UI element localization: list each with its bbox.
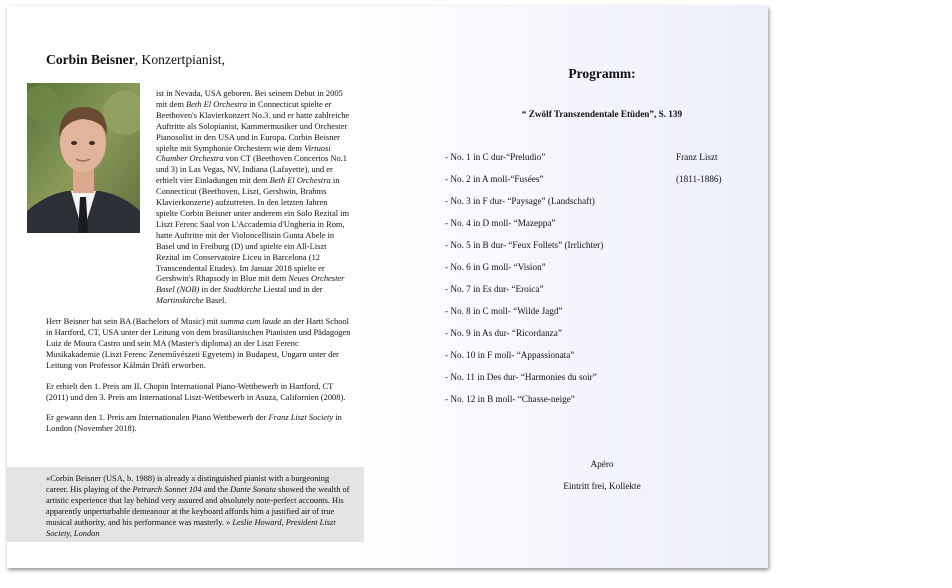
bio-text-segment: Er gewann den 1. Preis am Internationalen Piano Wettbewerb der [46,412,269,423]
bio-text-segment: Herr Beisner hat sein BA (Bachelors of Music) mit [46,316,221,327]
program-item: - No. 7 in Es dur- “Eroica” [445,284,544,294]
bio-paragraph [46,88,351,306]
bio-text-segment: Virtuosi Chamber Orchestra [156,142,331,164]
biography-text [46,88,351,434]
bio-paragraph [46,381,351,403]
bio-text-segment: an der Hartt School in Hartford, CT, USA unter der Leitung von dem brasilianischen Pianisten und Pädagogen Luiz de Moura Castro und sein MA (Master's diploma) an der Liszt Ferenc Musikakademie (Liszt Ferenc Zeneművészeti Egyetem) in Budapest, Ungarn unter der Leitung von Professor Kálmán Dráfi erworben. [46,316,351,370]
program-item: - No. 11 in Des dur- “Harmonies du soir” [445,372,597,382]
program-panel [367,6,768,568]
bio-text-segment: in Connecticut (Beethoven, Liszt, Gershwin, Brahms Klavierkonzerte) aufzutreten. In den letzten Jahren spielte Corbin Beisner unter anderem ein Solo Rezital im Liszt Ferenc Saal von L'Accademia d'Ungheria in Rom, hatte Auftritte mit der Violoncellistin Gunta Abele in Basel und in Freiburg (D) und spielte ein All-Liszt Rezital im Conservatoire Liceu in Barcelona (12 Transcendental Etudes). Im Januar 2018 spielte er Gershwin's Rhapsody in Blue mit dem [156,175,350,284]
bio-text-segment: Liestal und in der [261,284,323,295]
program-item: - No. 5 in B dur- “Feux Follets” (Irrlichter) [445,240,604,250]
program-sheet [7,6,768,568]
bio-text-segment: Stadtkirche [223,284,262,295]
quote-text-segment: showed the wealth of artistic experience that lay behind very assured and absolutely note-perfect accounts. His apparently unperturbable demeanour at the keyboard affords him a justified air of true musical authority, and his performance was masterly. » [46,484,350,527]
program-work-title: “ Zwölf Transzendentale Etüden”, S. 139 [521,109,683,119]
composer-years: (1811-1886) [676,174,722,184]
program-list [445,152,603,416]
bio-text-segment: in der [199,284,224,295]
quote-text-segment: «Corbin Beisner (USA, b. 1988) is already a distinguished pianist with a burgeoning career. His playing of the [46,474,330,494]
press-quote [46,474,352,539]
entry-note: Eintritt frei, Kollekte [563,481,641,491]
artist-heading [46,52,225,68]
program-item: - No. 3 in F dur- “Paysage” (Landschaft) [445,196,595,206]
apero-note: Apéro [590,459,614,469]
bio-paragraph [46,412,351,434]
program-title: Programm: [568,66,636,81]
quote-text-segment: Leslie Howard, President Liszt Society, London [46,517,336,538]
bio-text-segment: Beth El Orchestra [186,98,248,109]
bio-text-segment: in Connecticut spielte er Beethoven's Klavierkonzert No.3. und er hatte zahlreiche Auftritte als Solopianist, Kammermusiker und Orchester Pianosolist in den USA und in Europa. Corbin Beisner spielte mit Symphonie Orchestern wie dem [156,98,350,153]
composer-name: Franz Liszt [676,152,718,162]
program-item: - No. 2 in A moll-“Fusées” [445,174,544,184]
bio-text-segment: summa cum laude [220,316,282,327]
artist-title: , Konzertpianist, [134,52,225,67]
press-quote-box [7,467,364,542]
quote-text-segment: and the [201,484,231,494]
biography-panel [7,6,367,568]
bio-text-segment: in London (November 2018). [46,412,342,434]
program-item: - No. 4 in D moll- “Mazeppa” [445,218,556,228]
program-item: - No. 1 in C dur-“Preludio” [445,152,546,162]
program-item: - No. 9 in As dur- “Ricordanza” [445,328,562,338]
quote-text-segment: Petrarch Sonnet 104 [132,484,202,494]
bio-text-segment: Er erhielt den 1. Preis am II. Chopin International Piano-Wettbewerb in Hartford, CT (2011) und den 3. Preis am International Liszt-Wettbewerb in Asuza, Californien (2008). [46,380,346,402]
bio-text-segment: Martinskirche [156,295,204,306]
bio-paragraph [46,316,351,371]
bio-text-segment: Franz Liszt Society [268,412,334,423]
bio-text-segment: von CT (Beethoven Concertos No.1 und 3) in Las Vegas, NV, Indiana (Lafayette), und er erhielt vier Einladungen mit dem [156,153,347,186]
program-item: - No. 8 in C moll- “Wilde Jagd” [445,306,563,316]
bio-text-segment: Beth El Orchestra [269,175,331,186]
program-item: - No. 6 in G moll- “Vision” [445,262,546,272]
artist-name: Corbin Beisner [46,52,135,67]
quote-text-segment: Dante Sonata [230,484,276,494]
bio-text-segment: Neues Orchester Basel (NOB) [156,273,345,295]
program-item: - No. 12 in B moll- “Chasse-neige” [445,394,575,404]
program-item: - No. 10 in F moll- “Appassionata” [445,350,575,360]
bio-text-segment: Basel. [203,295,227,306]
bio-text-segment: ist in Nevada, USA geboren. Bei seinem Debut in 2005 mit dem [156,88,343,109]
